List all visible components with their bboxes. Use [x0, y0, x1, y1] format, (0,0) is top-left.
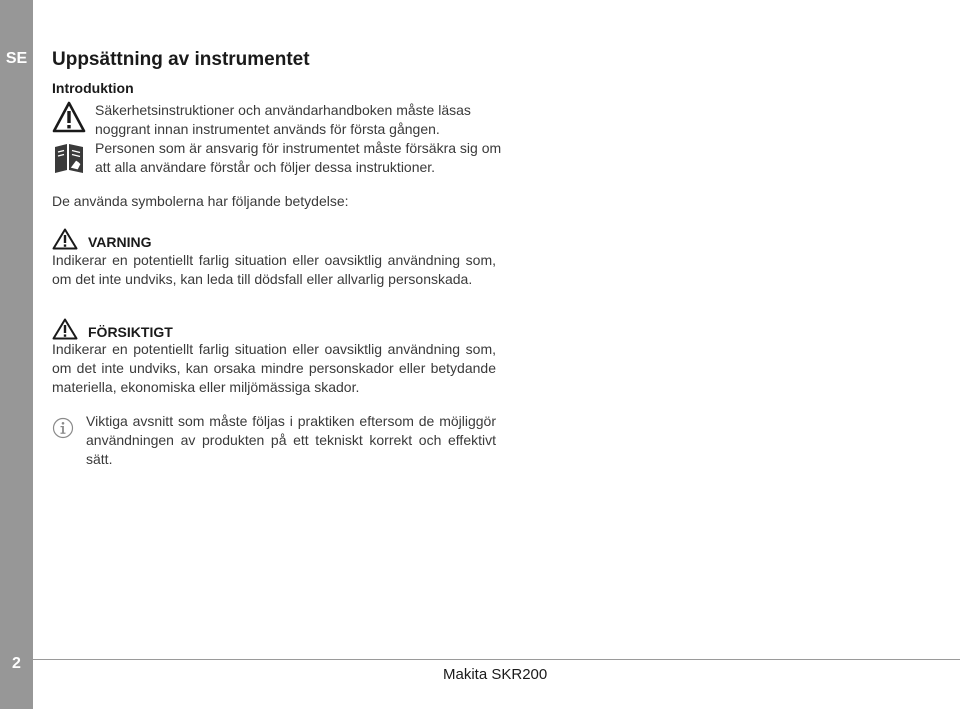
read-manual-icon — [52, 140, 86, 174]
page-title: Uppsättning av instrumentet — [52, 49, 310, 70]
section-heading-introduction: Introduktion — [52, 80, 134, 96]
warning-description: Indikerar en potentiellt farlig situation eller oavsiktlig användning som, om det inte undviks, kan leda till dödsfall eller allvarlig personskada. — [52, 252, 496, 287]
side-bar — [0, 0, 33, 709]
intro-text — [95, 101, 515, 177]
caution-heading — [52, 318, 173, 340]
info-description: Viktiga avsnitt som måste följas i praktiken eftersom de möjliggör användningen av produkten på ett tekniskt korrekt och effektivt sätt. — [86, 413, 496, 467]
language-tag: SE — [5, 50, 28, 67]
footer-product-name: Makita SKR200 — [443, 666, 548, 683]
intro-paragraph-safety: Säkerhetsinstruktioner och användarhandboken måste läsas noggrant innan instrumentet används för första gången. — [95, 102, 471, 137]
symbols-intro: De använda symbolerna har följande betydelse: — [52, 193, 349, 209]
warning-triangle-icon — [52, 101, 86, 133]
info-icon — [52, 417, 74, 439]
intro-paragraph-responsibility: Personen som är ansvarig för instrumentet måste försäkra sig om att alla användare förstår och följer dessa instruktioner. — [95, 140, 502, 175]
footer-divider — [33, 659, 960, 660]
warning-label: VARNING — [88, 234, 152, 250]
warning-heading — [52, 228, 152, 250]
page-number: 2 — [12, 655, 21, 672]
caution-label: FÖRSIKTIGT — [88, 324, 173, 340]
caution-triangle-icon — [52, 318, 78, 340]
caution-description: Indikerar en potentiellt farlig situation eller oavsiktlig användning som, om det inte undviks, kan orsaka mindre personskador eller betydande materiella, ekonomiska eller miljömässiga skador. — [52, 341, 496, 395]
warning-triangle-icon — [52, 228, 78, 250]
